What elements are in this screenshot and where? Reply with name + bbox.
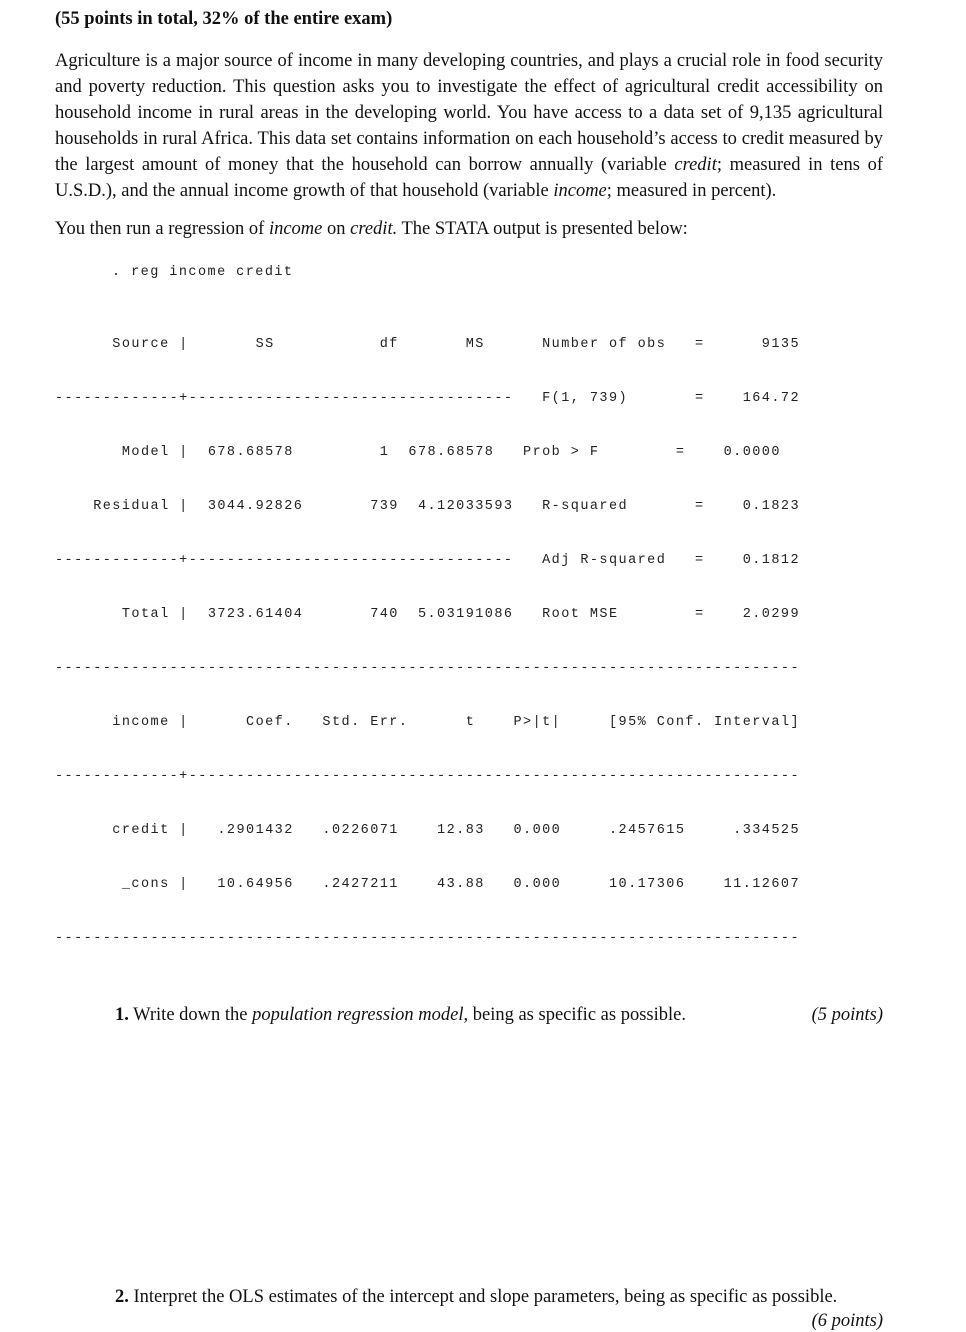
regression-intro <box>55 218 883 240</box>
question-2-points: (6 points) <box>811 1311 883 1331</box>
intro-paragraph <box>55 48 883 204</box>
stata-line: -------------+---------------------------------- Adj R-squared = 0.1812 <box>55 553 801 568</box>
question-text: Write down the <box>128 1005 253 1025</box>
text: The STATA output is presented below: <box>397 219 688 239</box>
stata-output <box>55 300 883 984</box>
stata-command: . reg income credit <box>112 265 294 280</box>
question-2 <box>55 1284 883 1310</box>
question-number: 2. <box>115 1287 129 1307</box>
variable-credit: credit. <box>350 219 398 239</box>
exam-page <box>55 8 883 1332</box>
stata-line: income | Coef. Std. Err. t P>|t| [95% Conf. Interval] <box>55 715 801 730</box>
stata-line: _cons | 10.64956 .2427211 43.88 0.000 10.17306 11.12607 <box>55 877 801 892</box>
stata-line: Source | SS df MS Number of obs = 9135 <box>55 337 801 352</box>
stata-line: Residual | 3044.92826 739 4.12033593 R-squared = 0.1823 <box>55 499 801 514</box>
variable-income: income <box>553 181 607 201</box>
question-number: 1. <box>115 1005 129 1025</box>
intro-text: ; measured in percent). <box>606 181 777 201</box>
question-text: Interpret the OLS estimates of the intercept and slope parameters, being as specific as possible. <box>128 1287 838 1307</box>
text: on <box>322 219 351 239</box>
question-1-points: (5 points) <box>811 1005 883 1025</box>
stata-line: Model | 678.68578 1 678.68578 Prob > F = 0.0000 <box>55 445 781 460</box>
text: You then run a regression of <box>55 219 269 239</box>
stata-line: ------------------------------------------------------------------------------ <box>55 661 801 676</box>
question-emphasis: population regression model <box>252 1005 464 1025</box>
stata-line: Total | 3723.61404 740 5.03191086 Root MSE = 2.0299 <box>55 607 801 622</box>
stata-line: -------------+---------------------------------------------------------------- <box>55 769 801 784</box>
stata-line: credit | .2901432 .0226071 12.83 0.000 .2457615 .334525 <box>55 823 801 838</box>
exam-section-title: (55 points in total, 32% of the entire exam) <box>55 9 393 29</box>
question-text: , being as specific as possible. <box>463 1005 686 1025</box>
stata-line: ------------------------------------------------------------------------------ <box>55 931 801 946</box>
question-1 <box>115 1004 686 1026</box>
variable-income: income <box>268 219 323 239</box>
variable-credit: credit <box>674 155 717 175</box>
intro-text: Agriculture is a major source of income in many developing countries, and plays a crucial role in food security and poverty reduction. This question asks you to investigate the effect of agricultural credit accessibility on household income in rural areas in the developing world. You have access to a data set of 9,135 agricultural households in rural Africa. This data set contains information on each household’s access to credit measured by the largest amount of money that the household can borrow annually (variable <box>55 51 883 175</box>
question-1-row <box>55 1004 883 1026</box>
stata-line: -------------+---------------------------------- F(1, 739) = 164.72 <box>55 391 801 406</box>
intro-text: ; measured in tens of U.S.D.), and the annual income growth of that household (variable <box>55 155 884 201</box>
